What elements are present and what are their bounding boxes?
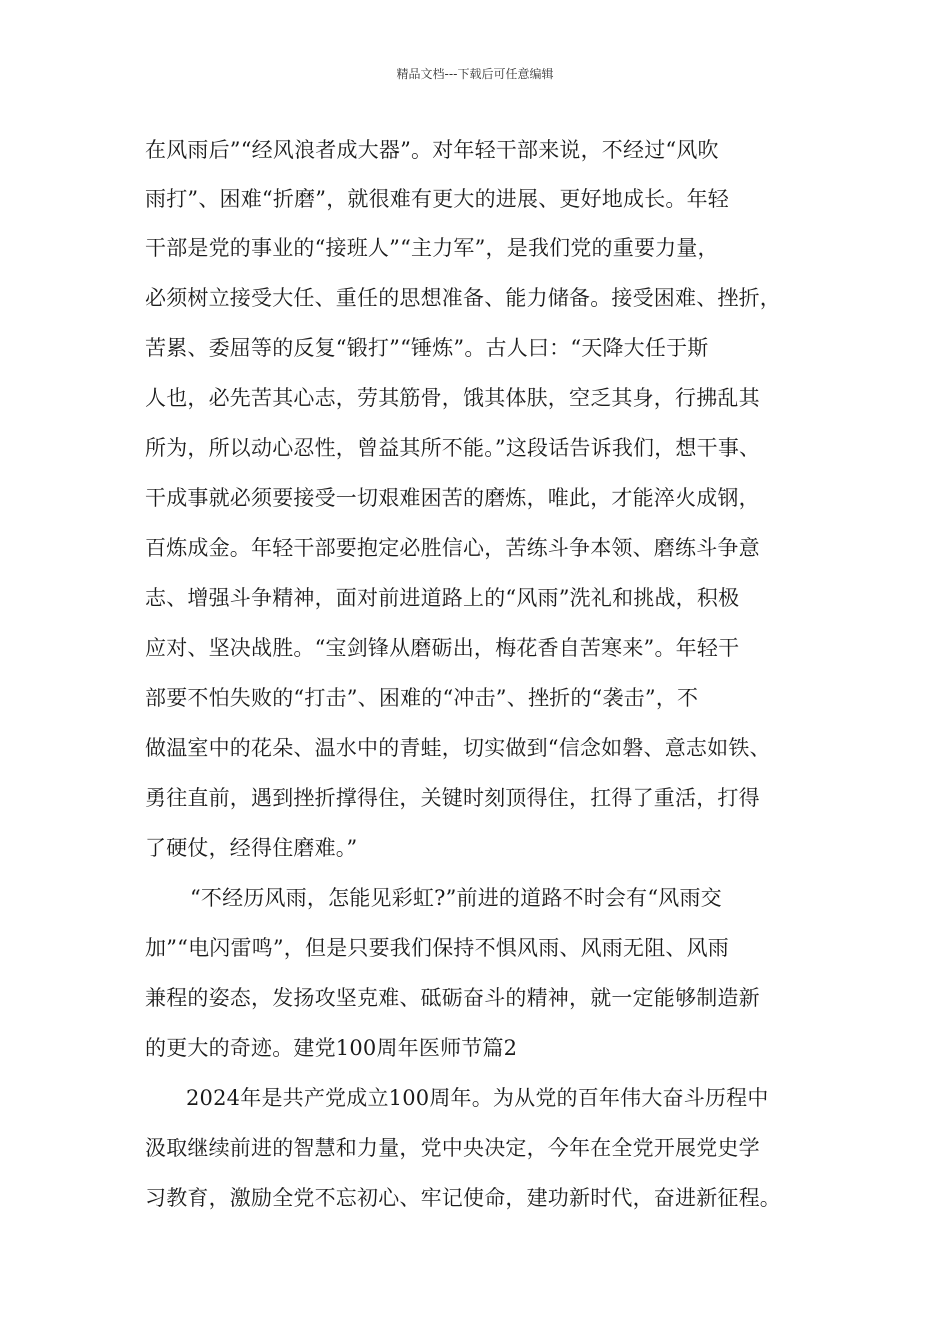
page-header: 精品文档---下载后可任意编辑: [396, 67, 554, 81]
text-line: 兼程的姿态，发扬攻坚克难、砥砺奋斗的精神，就一定能够制造新: [145, 986, 760, 1010]
text-line: 干成事就必须要接受一切艰难困苦的磨炼，唯此，才能淬火成钢，: [145, 486, 760, 510]
text-line: 干部是党的事业的“接班人”“主力军”，是我们党的重要力量，: [145, 236, 719, 260]
text-line: 勇往直前，遇到挫折撑得住，关键时刻顶得住，扛得了重活，打得: [145, 786, 760, 810]
text-line: 百炼成金。年轻干部要抱定必胜信心，苦练斗争本领、磨练斗争意: [145, 536, 760, 560]
text-line: 习教育，激励全党不忘初心、牢记使命，建功新时代，奋进新征程。: [145, 1186, 781, 1210]
text-line: 汲取继续前进的智慧和力量，党中央决定，今年在全党开展党史学: [145, 1136, 760, 1160]
text-line: 的更大的奇迹。建党100周年医师节篇2: [145, 1036, 518, 1060]
text-line: 了硬仗，经得住磨难。”: [145, 836, 358, 860]
text-line: 所为，所以动心忍性，曾益其所不能。”这段话告诉我们，想干事、: [145, 436, 761, 460]
text-line: 部要不怕失败的“打击”、困难的“冲击”、挫折的“袭击”，不: [145, 686, 699, 710]
text-line: 人也，必先苦其心志，劳其筋骨，饿其体肤，空乏其身，行拂乱其: [145, 386, 760, 410]
text-line: 在风雨后”“经风浪者成大器”。对年轻干部来说，不经过“风吹: [145, 138, 719, 162]
text-line: 雨打”、困难“折磨”，就很难有更大的进展、更好地成长。年轻: [145, 187, 730, 211]
text-line: 苦累、委屈等的反复“锻打”“锤炼”。古人曰：“天降大任于斯: [145, 336, 709, 360]
text-line: 必须树立接受大任、重任的思想准备、能力储备。接受困难、挫折，: [145, 286, 781, 310]
text-line: 志、增强斗争精神，面对前进道路上的“风雨”洗礼和挑战，积极: [145, 586, 740, 610]
text-line: 应对、坚决战胜。“宝剑锋从磨砺出，梅花香自苦寒来”。年轻干: [145, 636, 740, 660]
text-line: “不经历风雨，怎能见彩虹?”前进的道路不时会有“风雨交: [190, 886, 722, 910]
text-line: 加”“电闪雷鸣”，但是只要我们保持不惧风雨、风雨无阻、风雨: [145, 936, 730, 960]
text-line: 做温室中的花朵、温水中的青蛙，切实做到“信念如磐、意志如铁、: [145, 736, 771, 760]
text-line: 2024年是共产党成立100周年。为从党的百年伟大奋斗历程中: [186, 1086, 769, 1110]
